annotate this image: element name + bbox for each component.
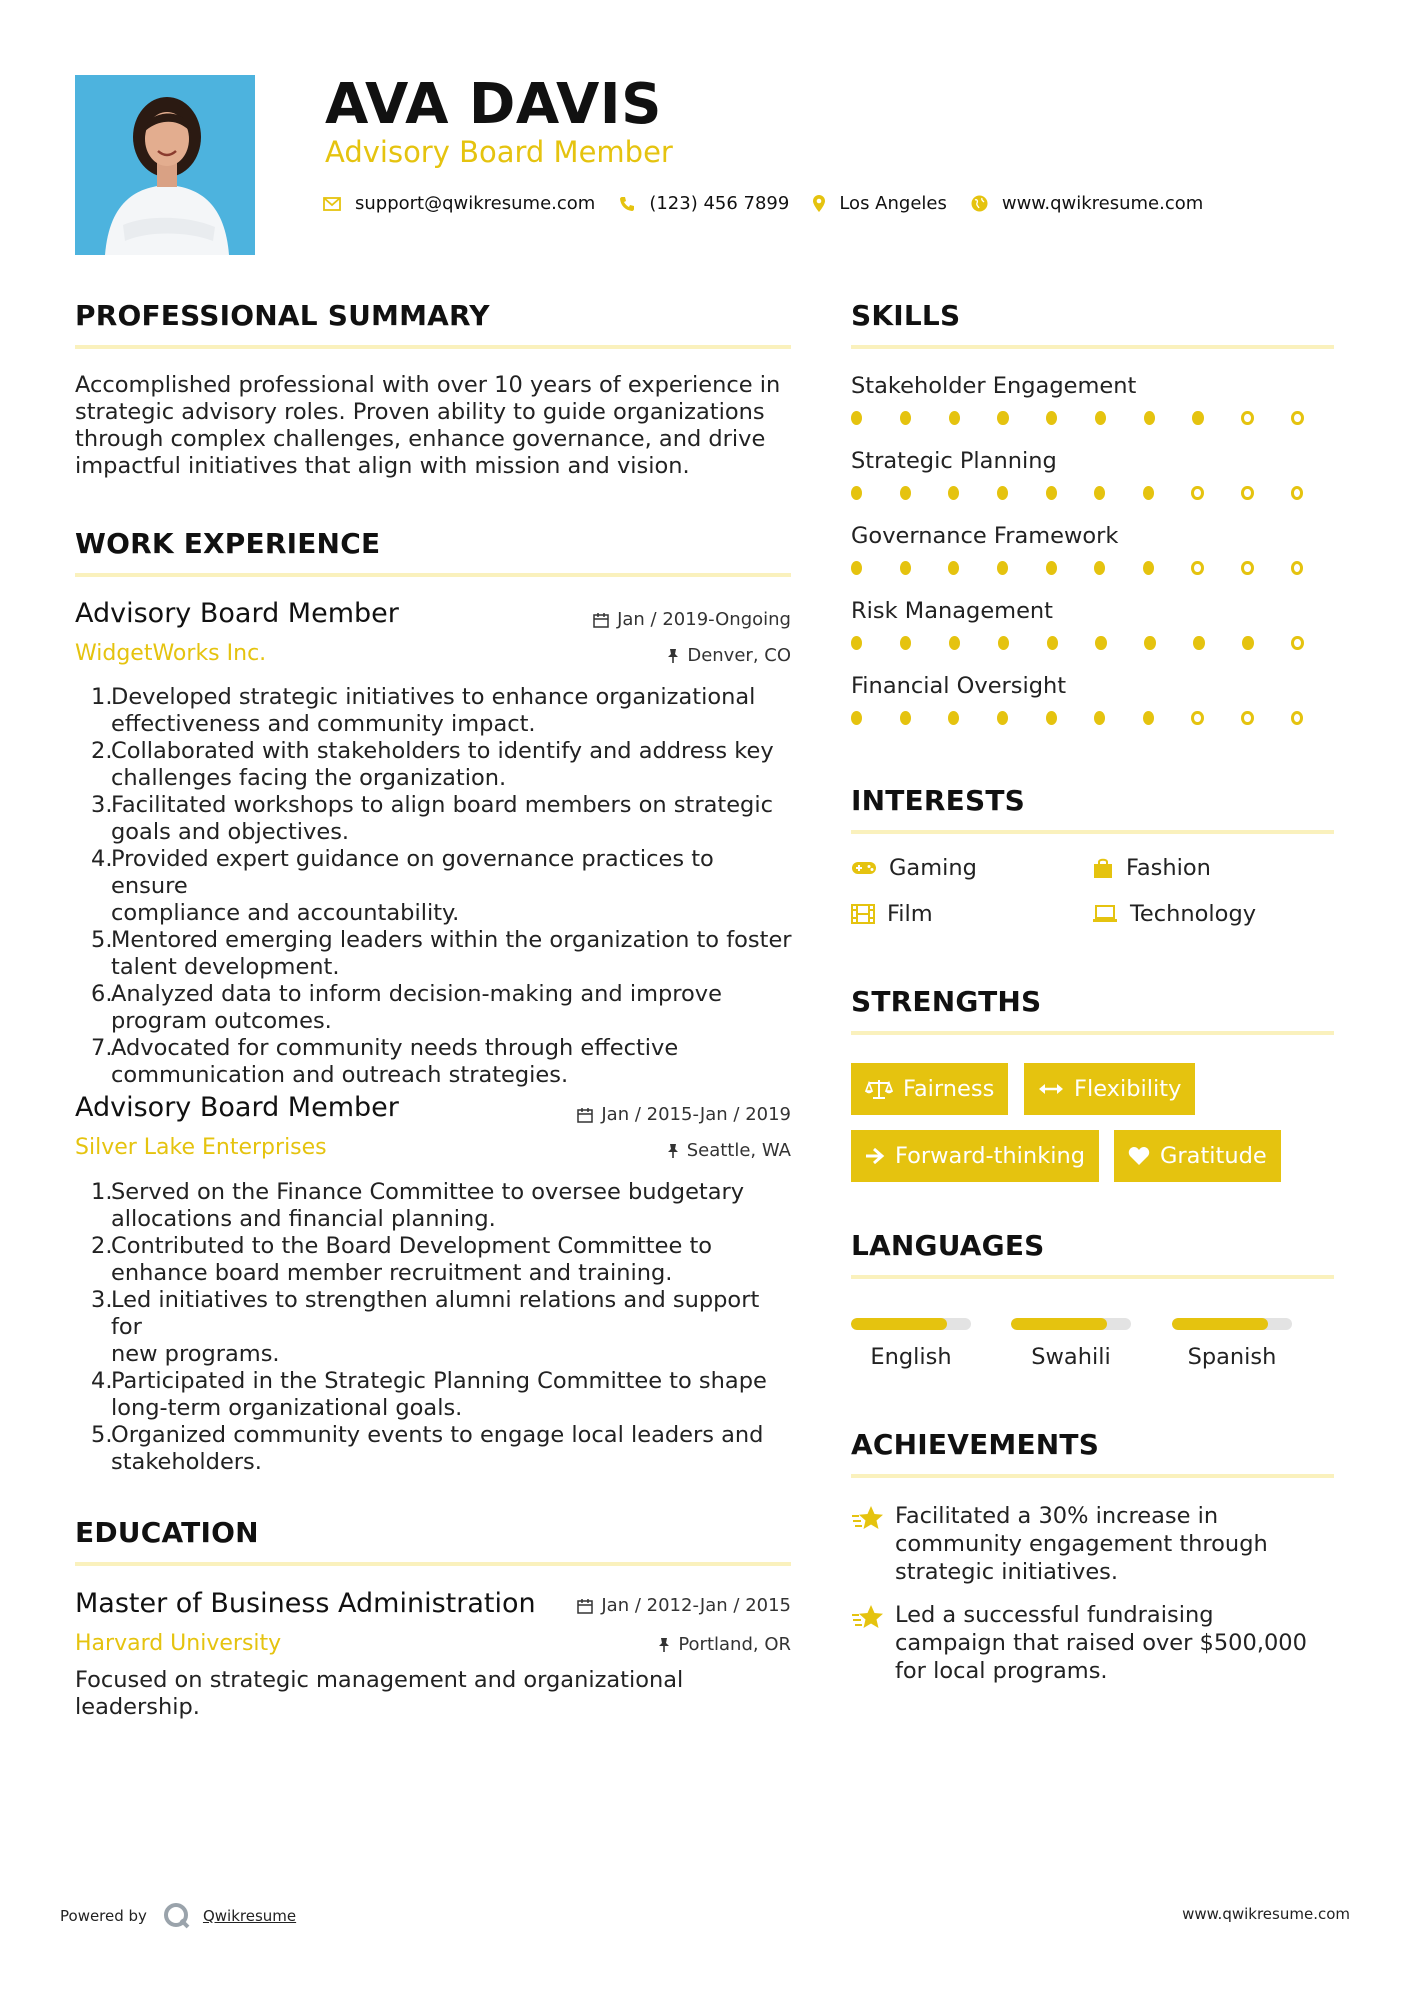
rating-dot-empty	[1191, 561, 1203, 575]
education-text: Focused on strategic management and organizational leadership.	[75, 1667, 684, 1720]
job-duties	[93, 684, 793, 1089]
rating-dot-filled	[1095, 636, 1106, 650]
list-item: Collaborated with stakeholders to identify and address key challenges facing the organization.	[111, 738, 774, 791]
list-item: Organized community events to engage local leaders and stakeholders.	[111, 1422, 764, 1475]
rating-dot-filled	[1143, 711, 1154, 725]
education-divider	[75, 1562, 791, 1566]
job-location: Denver, CO	[667, 645, 791, 666]
footer-brand-link[interactable]: Qwikresume	[202, 1907, 297, 1925]
achievement-item: Led a successful fundraising campaign that raised over $500,000 for local programs.	[851, 1601, 1341, 1685]
list-item: Served on the Finance Committee to oversee budgetary allocations and financial planning.	[111, 1179, 745, 1232]
skill-item	[851, 448, 1341, 523]
star-icon	[851, 1601, 895, 1685]
gamepad-icon	[851, 860, 877, 876]
rating-dot-filled	[997, 486, 1008, 500]
language-bar	[1011, 1318, 1131, 1330]
rating-dot-filled	[1046, 486, 1057, 500]
rating-dot-empty	[1241, 486, 1253, 500]
interests-divider	[851, 830, 1334, 834]
language-bar	[851, 1318, 971, 1330]
rating-dot-filled	[1094, 486, 1105, 500]
achievement-item: Facilitated a 30% increase in community engagement through strategic initiatives.	[851, 1502, 1341, 1586]
rating-dot-filled	[1047, 636, 1058, 650]
language-level-fill	[851, 1318, 947, 1330]
education-location: Portland, OR	[658, 1634, 791, 1655]
education-dates: Jan / 2012-Jan / 2015	[577, 1595, 791, 1616]
rating-dot-filled	[1094, 561, 1105, 575]
skills-title: SKILLS	[851, 299, 961, 332]
interest-film: Film	[851, 901, 933, 927]
degree-title: Master of Business Administration	[75, 1588, 536, 1619]
balance-scale-icon	[865, 1078, 893, 1100]
map-marker-icon	[813, 195, 825, 212]
footer-powered-by: Powered by Qwikresume	[60, 1902, 296, 1930]
list-item: Participated in the Strategic Planning Committee to shape long-term organizational goals.	[111, 1368, 767, 1421]
job-title: Advisory Board Member	[75, 598, 399, 629]
list-item: Advocated for community needs through effective communication and outreach strategies.	[111, 1035, 679, 1088]
list-item: Mentored emerging leaders within the organization to foster talent development.	[111, 927, 792, 980]
rating-dot-empty	[1241, 711, 1253, 725]
contact-email[interactable]: support@qwikresume.com	[355, 193, 596, 214]
skill-name: Stakeholder Engagement	[851, 373, 1137, 399]
language-item	[851, 1318, 971, 1370]
candidate-role: Advisory Board Member	[325, 135, 673, 169]
education-title: EDUCATION	[75, 1516, 259, 1549]
rating-dot-filled	[1242, 636, 1253, 650]
work-divider	[75, 573, 791, 577]
list-item: Led initiatives to strengthen alumni relations and support for new programs.	[111, 1287, 760, 1367]
skill-item	[851, 598, 1341, 673]
candidate-name: AVA DAVIS	[325, 72, 662, 137]
rating-dot-empty	[1291, 711, 1303, 725]
strengths-divider	[851, 1031, 1334, 1035]
shopping-bag-icon	[1092, 857, 1114, 879]
language-name: Spanish	[1187, 1344, 1277, 1370]
job-dates: Jan / 2019-Ongoing	[593, 609, 791, 630]
rating-dot-empty	[1291, 636, 1304, 650]
arrows-horizontal-icon	[1038, 1082, 1064, 1096]
rating-dot-filled	[851, 411, 862, 425]
rating-dot-filled	[900, 711, 911, 725]
language-name: Swahili	[1031, 1344, 1111, 1370]
profile-photo	[75, 75, 255, 255]
summary-divider	[75, 345, 791, 349]
rating-dot-filled	[1046, 711, 1057, 725]
laptop-icon	[1092, 905, 1118, 923]
list-item: Facilitated workshops to align board members on strategic goals and objectives.	[111, 792, 773, 845]
rating-dot-filled	[1144, 411, 1155, 425]
skill-rating	[851, 711, 1341, 725]
strengths-title: STRENGTHS	[851, 985, 1042, 1018]
rating-dot-filled	[949, 411, 960, 425]
rating-dot-filled	[997, 411, 1008, 425]
summary-text: Accomplished professional with over 10 years of experience in strategic advisory roles. Proven ability to guide organizations through complex challenges, enhance governance, and drive impactful initiatives that align with mission and vision.	[75, 372, 781, 479]
language-item	[1011, 1318, 1131, 1370]
job-dates: Jan / 2015-Jan / 2019	[577, 1104, 791, 1125]
rating-dot-filled	[948, 561, 959, 575]
skill-rating	[851, 411, 1341, 425]
summary-title: PROFESSIONAL SUMMARY	[75, 299, 490, 332]
list-item: Contributed to the Board Development Committee to enhance board member recruitment and training.	[111, 1233, 713, 1286]
skill-name: Strategic Planning	[851, 448, 1057, 474]
job-company: WidgetWorks Inc.	[75, 641, 267, 666]
rating-dot-filled	[900, 486, 911, 500]
list-item: Developed strategic initiatives to enhance organizational effectiveness and community impact.	[111, 684, 756, 737]
work-title: WORK EXPERIENCE	[75, 527, 381, 560]
rating-dot-filled	[948, 486, 959, 500]
rating-dot-filled	[900, 636, 911, 650]
rating-dot-filled	[851, 486, 862, 500]
job-title: Advisory Board Member	[75, 1092, 399, 1123]
skill-name: Financial Oversight	[851, 673, 1067, 699]
interests-title: INTERESTS	[851, 784, 1025, 817]
skill-rating	[851, 486, 1341, 500]
job-location: Seattle, WA	[667, 1140, 791, 1161]
rating-dot-filled	[1094, 711, 1105, 725]
interest-fashion: Fashion	[1092, 855, 1211, 881]
contact-phone[interactable]: (123) 456 7899	[649, 193, 790, 214]
strength-tag: Forward-thinking	[851, 1130, 1099, 1182]
rating-dot-filled	[851, 561, 862, 575]
job-company: Silver Lake Enterprises	[75, 1135, 327, 1160]
list-item: Provided expert guidance on governance practices to ensure compliance and accountability.	[111, 846, 714, 926]
calendar-icon	[593, 612, 609, 628]
language-level-fill	[1011, 1318, 1107, 1330]
rating-dot-empty	[1291, 486, 1303, 500]
pushpin-icon	[658, 1637, 670, 1653]
rating-dot-filled	[1192, 411, 1203, 425]
qwikresume-logo-icon	[163, 1902, 191, 1930]
star-icon	[851, 1502, 895, 1586]
globe-icon	[971, 195, 988, 212]
rating-dot-filled	[1046, 411, 1057, 425]
rating-dot-filled	[1144, 636, 1155, 650]
job-duties	[93, 1179, 793, 1476]
list-item: Analyzed data to inform decision-making and improve program outcomes.	[111, 981, 722, 1034]
rating-dot-filled	[1143, 486, 1154, 500]
calendar-icon	[577, 1598, 593, 1614]
heart-icon	[1128, 1146, 1150, 1166]
rating-dot-filled	[948, 711, 959, 725]
strength-tag: Flexibility	[1024, 1063, 1195, 1115]
rating-dot-filled	[900, 561, 911, 575]
rating-dot-filled	[997, 561, 1008, 575]
achievements-divider	[851, 1474, 1334, 1478]
rating-dot-empty	[1291, 411, 1303, 425]
school-name: Harvard University	[75, 1631, 282, 1656]
pushpin-icon	[667, 648, 679, 664]
skill-name: Risk Management	[851, 598, 1054, 624]
rating-dot-filled	[1095, 411, 1106, 425]
language-level-fill	[1172, 1318, 1268, 1330]
skill-item	[851, 673, 1341, 748]
arrow-right-icon	[865, 1147, 885, 1165]
contact-website[interactable]: www.qwikresume.com	[1001, 193, 1204, 214]
skill-rating	[851, 561, 1341, 575]
envelope-icon	[323, 197, 341, 211]
skills-list	[851, 373, 1341, 748]
skill-item	[851, 523, 1341, 598]
contact-location: Los Angeles	[839, 193, 947, 214]
rating-dot-filled	[997, 711, 1008, 725]
rating-dot-empty	[1191, 486, 1203, 500]
rating-dot-filled	[900, 411, 911, 425]
pushpin-icon	[667, 1143, 679, 1159]
rating-dot-filled	[998, 636, 1009, 650]
calendar-icon	[577, 1107, 593, 1123]
skill-rating	[851, 636, 1341, 650]
skill-name: Governance Framework	[851, 523, 1119, 549]
skill-item	[851, 373, 1341, 448]
achievements-title: ACHIEVEMENTS	[851, 1428, 1100, 1461]
footer-url[interactable]: www.qwikresume.com	[1182, 1905, 1350, 1923]
rating-dot-filled	[949, 636, 960, 650]
rating-dot-filled	[1046, 561, 1057, 575]
rating-dot-empty	[1241, 561, 1253, 575]
languages-title: LANGUAGES	[851, 1229, 1045, 1262]
interest-gaming: Gaming	[851, 855, 977, 881]
language-item	[1172, 1318, 1292, 1370]
interest-technology: Technology	[1092, 901, 1256, 927]
skills-divider	[851, 345, 1334, 349]
rating-dot-empty	[1241, 411, 1253, 425]
film-icon	[851, 904, 875, 924]
language-bar	[1172, 1318, 1292, 1330]
phone-icon	[619, 196, 635, 212]
rating-dot-filled	[1193, 636, 1204, 650]
language-name: English	[870, 1344, 952, 1370]
rating-dot-filled	[1143, 561, 1154, 575]
strength-tag: Gratitude	[1114, 1130, 1281, 1182]
rating-dot-filled	[851, 636, 862, 650]
rating-dot-empty	[1291, 561, 1303, 575]
strength-tag: Fairness	[851, 1063, 1008, 1115]
contact-bar	[323, 193, 1227, 214]
languages-divider	[851, 1275, 1334, 1279]
rating-dot-filled	[851, 711, 862, 725]
rating-dot-empty	[1191, 711, 1203, 725]
